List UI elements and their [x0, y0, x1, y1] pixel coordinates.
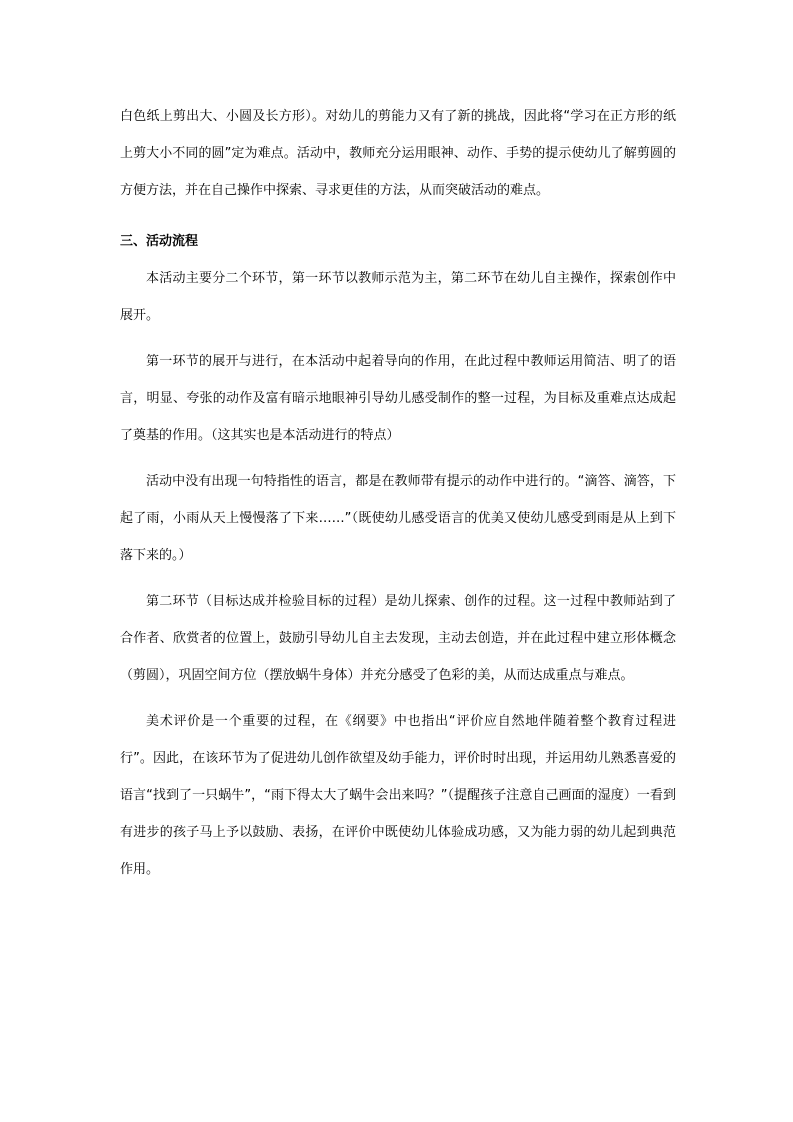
paragraph-evaluation: 美术评价是一个重要的过程，在《纲要》中也指出“评价应自然地伴随着整个教育过程进行”。因此，在该环节为了促进幼儿创作欲望及幼手能力，评价时时出现，并运用幼儿熟悉喜爱的语言“找到了一只蜗牛”，“雨下得太大了蜗牛会出来吗？”（提醒孩子注意自己画面的湿度）一看到有进步的孩子马上予以鼓励、表扬，在评价中既使幼儿体验成功感，又为能力弱的幼儿起到典范作用。: [120, 714, 676, 877]
paragraph-language: 活动中没有出现一句特指性的语言，都是在教师带有提示的动作中进行的。“滴答、滴答，下起了雨，小雨从天上慢慢落了下来……”（既使幼儿感受语言的优美又使幼儿感受到雨是从上到下落下来的。）: [120, 474, 676, 563]
paragraph-overview: 本活动主要分二个环节，第一环节以教师示范为主，第二环节在幼儿自主操作，探索创作中展开。: [120, 271, 676, 323]
paragraph-first-stage: 第一环节的展开与进行，在本活动中起着导向的作用，在此过程中教师运用简洁、明了的语言，明显、夸张的动作及富有暗示地眼神引导幼儿感受制作的整一过程，为目标及重难点达成起了奠基的作用。（这其实也是本活动进行的特点）: [120, 354, 676, 443]
section-heading: 三、活动流程: [120, 234, 199, 249]
paragraph-second-stage: 第二环节（目标达成并检验目标的过程）是幼儿探索、创作的过程。这一过程中教师站到了合作者、欣赏者的位置上，鼓励引导幼儿自主去发现，主动去创造，并在此过程中建立形体概念（剪圆），巩固空间方位（摆放蜗牛身体）并充分感受了色彩的美，从而达成重点与难点。: [120, 594, 676, 683]
document-body: [120, 98, 676, 888]
intro-paragraph: 白色纸上剪出大、小圆及长方形）。对幼儿的剪能力又有了新的挑战，因此将“学习在正方形的纸上剪大小不同的圆”定为难点。活动中，教师充分运用眼神、动作、手势的提示使幼儿了解剪圆的方便方法，并在自己操作中探索、寻求更佳的方法，从而突破活动的难点。: [120, 109, 676, 198]
